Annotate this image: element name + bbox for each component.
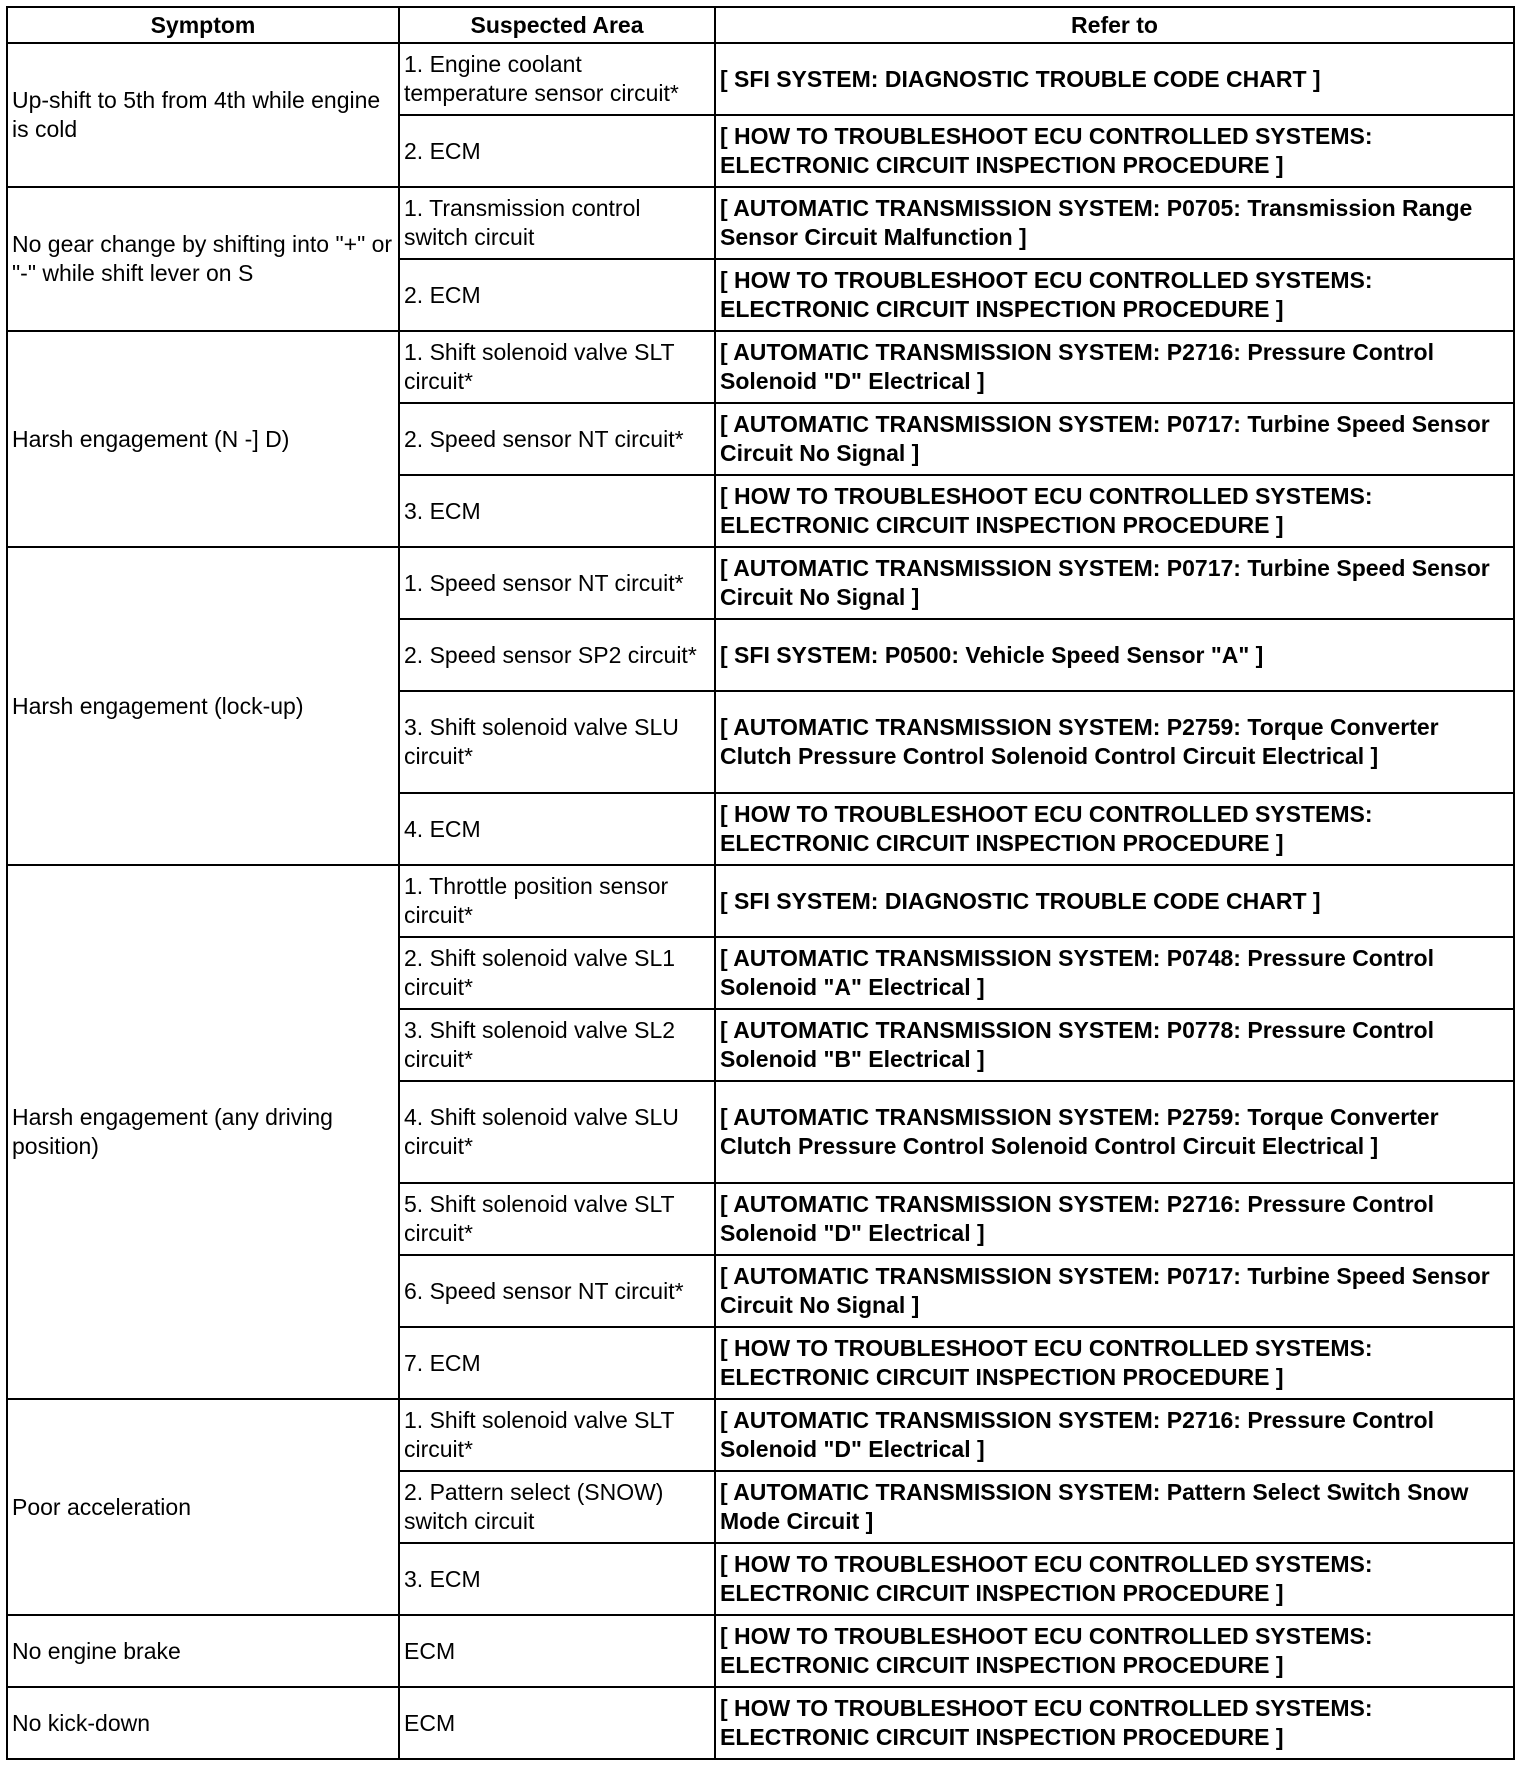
refer-to-cell: [ HOW TO TROUBLESHOOT ECU CONTROLLED SYSTEMS: ELECTRONIC CIRCUIT INSPECTION PROCEDURE ] xyxy=(715,259,1514,331)
symptom-cell: Harsh engagement (N -] D) xyxy=(7,331,399,547)
suspected-area-cell: 2. Shift solenoid valve SL1 circuit* xyxy=(399,937,715,1009)
refer-to-cell: [ AUTOMATIC TRANSMISSION SYSTEM: P2716: Pressure Control Solenoid "D" Electrical ] xyxy=(715,331,1514,403)
suspected-area-cell: 1. Speed sensor NT circuit* xyxy=(399,547,715,619)
refer-to-cell: [ AUTOMATIC TRANSMISSION SYSTEM: P0717: Turbine Speed Sensor Circuit No Signal ] xyxy=(715,1255,1514,1327)
suspected-area-cell: 2. Speed sensor SP2 circuit* xyxy=(399,619,715,691)
refer-to-cell: [ HOW TO TROUBLESHOOT ECU CONTROLLED SYSTEMS: ELECTRONIC CIRCUIT INSPECTION PROCEDURE ] xyxy=(715,1327,1514,1399)
troubleshooting-table xyxy=(6,6,1515,1760)
suspected-area-cell: 2. ECM xyxy=(399,259,715,331)
suspected-area-cell: 7. ECM xyxy=(399,1327,715,1399)
suspected-area-cell: 4. ECM xyxy=(399,793,715,865)
suspected-area-cell: 1. Throttle position sensor circuit* xyxy=(399,865,715,937)
refer-to-cell: [ SFI SYSTEM: DIAGNOSTIC TROUBLE CODE CHART ] xyxy=(715,865,1514,937)
refer-to-cell: [ AUTOMATIC TRANSMISSION SYSTEM: P2716: Pressure Control Solenoid "D" Electrical ] xyxy=(715,1183,1514,1255)
header-symptom: Symptom xyxy=(7,7,399,43)
refer-to-cell: [ AUTOMATIC TRANSMISSION SYSTEM: Pattern Select Switch Snow Mode Circuit ] xyxy=(715,1471,1514,1543)
refer-to-cell: [ AUTOMATIC TRANSMISSION SYSTEM: P0717: Turbine Speed Sensor Circuit No Signal ] xyxy=(715,403,1514,475)
refer-to-cell: [ AUTOMATIC TRANSMISSION SYSTEM: P0717: Turbine Speed Sensor Circuit No Signal ] xyxy=(715,547,1514,619)
table-row xyxy=(7,865,1514,937)
refer-to-cell: [ AUTOMATIC TRANSMISSION SYSTEM: P2759: Torque Converter Clutch Pressure Control Solenoid Control Circuit Electrical ] xyxy=(715,1081,1514,1183)
refer-to-cell: [ HOW TO TROUBLESHOOT ECU CONTROLLED SYSTEMS: ELECTRONIC CIRCUIT INSPECTION PROCEDURE ] xyxy=(715,475,1514,547)
table-row xyxy=(7,547,1514,619)
suspected-area-cell: 2. Pattern select (SNOW) switch circuit xyxy=(399,1471,715,1543)
refer-to-cell: [ AUTOMATIC TRANSMISSION SYSTEM: P2716: Pressure Control Solenoid "D" Electrical ] xyxy=(715,1399,1514,1471)
refer-to-cell: [ HOW TO TROUBLESHOOT ECU CONTROLLED SYSTEMS: ELECTRONIC CIRCUIT INSPECTION PROCEDURE ] xyxy=(715,1615,1514,1687)
suspected-area-cell: ECM xyxy=(399,1615,715,1687)
suspected-area-cell: 5. Shift solenoid valve SLT circuit* xyxy=(399,1183,715,1255)
suspected-area-cell: 3. Shift solenoid valve SLU circuit* xyxy=(399,691,715,793)
refer-to-cell: [ AUTOMATIC TRANSMISSION SYSTEM: P0705: Transmission Range Sensor Circuit Malfunction ] xyxy=(715,187,1514,259)
symptom-cell: Harsh engagement (lock-up) xyxy=(7,547,399,865)
suspected-area-cell: 1. Transmission control switch circuit xyxy=(399,187,715,259)
suspected-area-cell: 2. Speed sensor NT circuit* xyxy=(399,403,715,475)
refer-to-cell: [ AUTOMATIC TRANSMISSION SYSTEM: P2759: Torque Converter Clutch Pressure Control Solenoid Control Circuit Electrical ] xyxy=(715,691,1514,793)
table-row xyxy=(7,1615,1514,1687)
table-row xyxy=(7,43,1514,115)
header-suspected-area: Suspected Area xyxy=(399,7,715,43)
suspected-area-cell: 3. ECM xyxy=(399,475,715,547)
symptom-cell: No engine brake xyxy=(7,1615,399,1687)
suspected-area-cell: 2. ECM xyxy=(399,115,715,187)
suspected-area-cell: 1. Engine coolant temperature sensor circuit* xyxy=(399,43,715,115)
table-body xyxy=(7,43,1514,1759)
suspected-area-cell: 3. ECM xyxy=(399,1543,715,1615)
refer-to-cell: [ HOW TO TROUBLESHOOT ECU CONTROLLED SYSTEMS: ELECTRONIC CIRCUIT INSPECTION PROCEDURE ] xyxy=(715,793,1514,865)
symptom-cell: Up-shift to 5th from 4th while engine is cold xyxy=(7,43,399,187)
suspected-area-cell: 1. Shift solenoid valve SLT circuit* xyxy=(399,331,715,403)
refer-to-cell: [ SFI SYSTEM: DIAGNOSTIC TROUBLE CODE CHART ] xyxy=(715,43,1514,115)
table-row xyxy=(7,1399,1514,1471)
symptom-cell: Poor acceleration xyxy=(7,1399,399,1615)
suspected-area-cell: 6. Speed sensor NT circuit* xyxy=(399,1255,715,1327)
table-row xyxy=(7,1687,1514,1759)
refer-to-cell: [ HOW TO TROUBLESHOOT ECU CONTROLLED SYSTEMS: ELECTRONIC CIRCUIT INSPECTION PROCEDURE ] xyxy=(715,115,1514,187)
table-row xyxy=(7,187,1514,259)
suspected-area-cell: ECM xyxy=(399,1687,715,1759)
symptom-cell: No gear change by shifting into "+" or "-" while shift lever on S xyxy=(7,187,399,331)
refer-to-cell: [ AUTOMATIC TRANSMISSION SYSTEM: P0778: Pressure Control Solenoid "B" Electrical ] xyxy=(715,1009,1514,1081)
refer-to-cell: [ HOW TO TROUBLESHOOT ECU CONTROLLED SYSTEMS: ELECTRONIC CIRCUIT INSPECTION PROCEDURE ] xyxy=(715,1687,1514,1759)
refer-to-cell: [ HOW TO TROUBLESHOOT ECU CONTROLLED SYSTEMS: ELECTRONIC CIRCUIT INSPECTION PROCEDURE ] xyxy=(715,1543,1514,1615)
symptom-cell: Harsh engagement (any driving position) xyxy=(7,865,399,1399)
refer-to-cell: [ AUTOMATIC TRANSMISSION SYSTEM: P0748: Pressure Control Solenoid "A" Electrical ] xyxy=(715,937,1514,1009)
refer-to-cell: [ SFI SYSTEM: P0500: Vehicle Speed Sensor "A" ] xyxy=(715,619,1514,691)
header-refer-to: Refer to xyxy=(715,7,1514,43)
table-row xyxy=(7,331,1514,403)
symptom-cell: No kick-down xyxy=(7,1687,399,1759)
suspected-area-cell: 4. Shift solenoid valve SLU circuit* xyxy=(399,1081,715,1183)
suspected-area-cell: 3. Shift solenoid valve SL2 circuit* xyxy=(399,1009,715,1081)
header-row xyxy=(7,7,1514,43)
suspected-area-cell: 1. Shift solenoid valve SLT circuit* xyxy=(399,1399,715,1471)
